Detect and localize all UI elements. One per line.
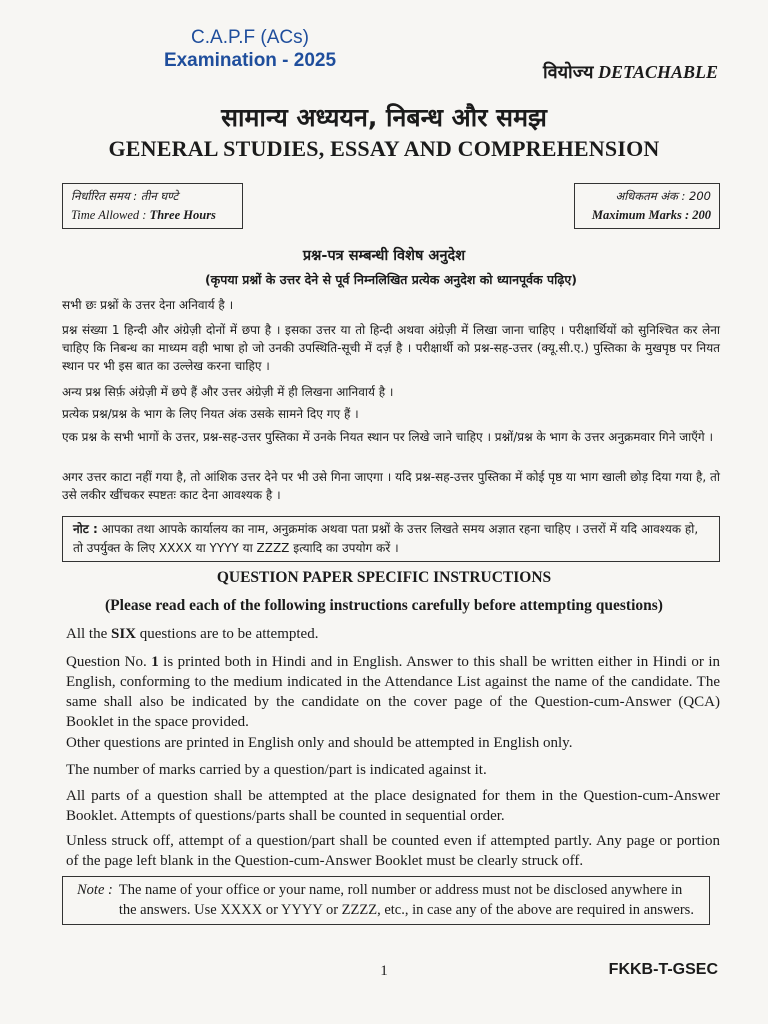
hindi-instructions-heading: प्रश्न-पत्र सम्बन्धी विशेष अनुदेश <box>302 248 466 264</box>
time-allowed-box <box>62 183 243 229</box>
hindi-note-label: नोट : <box>73 522 98 536</box>
maximum-marks-box <box>574 183 720 229</box>
english-instruction-6: Unless struck off, attempt of a question/part shall be counted even if attempted partly. Any page or portion of the page left blank in the Question-cum-Answer Booklet must be clearly struck off. <box>66 833 720 869</box>
english-instruction-3: Other questions are printed in English only and should be attempted in English only. <box>66 735 573 751</box>
hindi-instructions-subheading: (कृपया प्रश्नों के उत्तर देने से पूर्व निम्नलिखित प्रत्येक अनुदेश को ध्यानपूर्वक पढ़िए) <box>204 272 578 287</box>
hindi-note-box <box>62 516 720 562</box>
english-note-label: Note : <box>77 882 113 898</box>
hindi-instruction-2: प्रश्न संख्या 1 हिन्दी और अंग्रेज़ी दोनों में छपा है । इसका उत्तर या तो हिन्दी अथवा अंग्रेज़ी में लिखा जाना चाहिए । परीक्षार्थियों को सुनिश्चित कर लेना चाहिए कि निबन्ध का माध्यम वही भाषा हो जो उनकी उपस्थिति-सूची में दर्ज़ है । परीक्षार्थी को प्रश्न-सह-उत्तर (क्यू.सी.ए.) पुस्तिका के मुखपृष्ठ पर नियत स्थान पर भी इस बात का उल्लेख करना चाहिए । <box>62 323 720 373</box>
english-instructions-heading: QUESTION PAPER SPECIFIC INSTRUCTIONS <box>216 569 552 586</box>
time-allowed-english: Time Allowed : Three Hours <box>71 208 216 222</box>
title-english: GENERAL STUDIES, ESSAY AND COMPREHENSION <box>108 136 660 161</box>
exam-line-1: C.A.P.F (ACs) <box>191 27 309 48</box>
hindi-instruction-4: प्रत्येक प्रश्न/प्रश्न के भाग के लिए नियत अंक उसके सामने दिए गए हैं । <box>62 407 359 421</box>
paper-code: FKKB-T-GSEC <box>608 961 718 978</box>
english-note-text: The name of your office or your name, roll number or address must not be disclosed anywhere in the answers. Use XXXX or YYYY or ZZZZ, etc., in case any of the above are required in answers. <box>118 882 694 918</box>
page-number: 1 <box>380 963 388 979</box>
detachable-english: DETACHABLE <box>597 62 718 82</box>
hindi-note-text: आपका तथा आपके कार्यालय का नाम, अनुक्रमांक अथवा पता प्रश्नों के उत्तर लिखते समय अज्ञात रहना चाहिए । उत्तरों में यदि आवश्यक हो, तो उपर्युक्त के लिए XXXX या YYYY या ZZZZ इत्यादि का उपयोग करें । <box>73 522 699 555</box>
hindi-instruction-3: अन्य प्रश्न सिर्फ़ अंग्रेज़ी में छपे हैं और उत्तर अंग्रेज़ी में ही लिखना आनिवार्य है । <box>62 385 394 399</box>
english-instruction-1: All the SIX questions are to be attempted. <box>66 626 319 642</box>
hindi-instruction-1: सभी छः प्रश्नों के उत्तर देना अनिवार्य है । <box>62 298 234 312</box>
exam-line-2: Examination - 2025 <box>163 50 337 71</box>
english-instruction-2: Question No. 1 is printed both in Hindi and in English. Answer to this shall be written either in Hindi or in English, conforming to the medium indicated in the Attendance List against the name of the candidate. The same shall also be indicated by the candidate on the cover page of the Question-cum-Answer (QCA) Booklet in the space provided. <box>66 654 720 730</box>
english-instructions-subheading: (Please read each of the following instructions carefully before attempting questions) <box>105 597 663 614</box>
exam-name <box>0 26 500 72</box>
hindi-instruction-6: अगर उत्तर काटा नहीं गया है, तो आंशिक उत्तर देने पर भी उसे गिना जाएगा । यदि प्रश्न-सह-उत्तर पुस्तिका में कोई पृष्ठ या भाग खाली छोड़ दिया गया है, तो उसे लकीर खींचकर स्पष्टतः काट देना आवश्यक है । <box>62 470 720 502</box>
detachable-label <box>543 60 718 84</box>
maximum-marks-hindi: अधिकतम अंक : 200 <box>615 189 711 203</box>
english-instruction-5: All parts of a question shall be attempted at the place designated for them in the Question-cum-Answer Booklet. Attempts of questions/parts shall be counted in sequential order. <box>66 788 720 824</box>
maximum-marks-english: Maximum Marks : 200 <box>591 208 711 222</box>
title-hindi: सामान्य अध्ययन, निबन्ध और समझ <box>221 103 547 132</box>
english-instruction-4: The number of marks carried by a question/part is indicated against it. <box>66 762 487 778</box>
hindi-instruction-5: एक प्रश्न के सभी भागों के उत्तर, प्रश्न-सह-उत्तर पुस्तिका में उनके नियत स्थान पर लिखे जाने चाहिए । प्रश्नों/प्रश्न के भाग के उत्तर अनुक्रमवार गिने जाएँगे । <box>62 430 713 444</box>
english-note-box <box>62 876 710 925</box>
time-allowed-hindi: निर्धारित समय : तीन घण्टे <box>71 189 179 203</box>
detachable-hindi: वियोज्य <box>542 62 594 83</box>
